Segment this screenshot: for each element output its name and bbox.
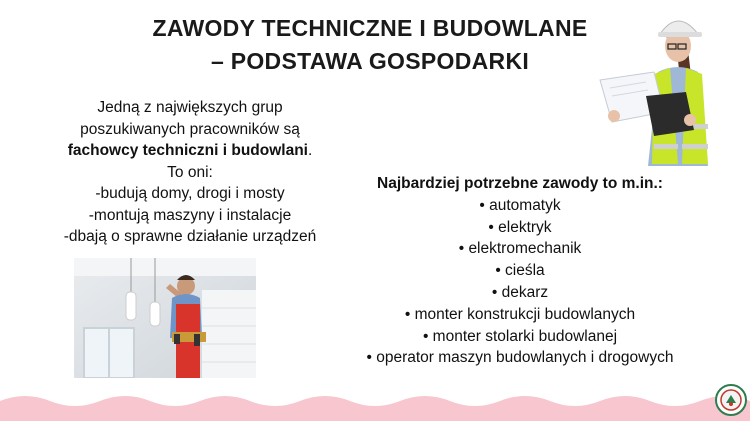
jobs-list-block [335,173,705,369]
intro-bold-phrase: fachowcy techniczni i budowlani [67,142,308,159]
page-title [120,12,620,78]
engineer-illustration [598,8,738,166]
intro-line-4: To oni: [167,163,213,181]
intro-line-1: Jedną z największych grup [97,99,283,116]
intro-line-2: poszukiwanych pracowników są [80,120,300,138]
list-item: • cieśla [335,260,705,282]
list-item: • operator maszyn budowlanych i drogowych [335,347,705,369]
list-item: • monter konstrukcji budowlanych [335,304,705,326]
jobs-list [335,195,705,369]
list-item: • automatyk [335,195,705,217]
intro-item: -montują maszyny i instalacje [88,206,292,224]
list-item: • elektryk [335,217,705,239]
title-line-2: – PODSTAWA GOSPODARKI [210,48,530,74]
intro-bold-suffix: . [307,142,313,159]
intro-item: -budują domy, drogi i mosty [95,185,285,202]
intro-item: -dbają o sprawne działanie urządzeń [63,228,317,245]
intro-line-3 [20,140,360,162]
electrician-photo [74,258,256,378]
list-item: • dekarz [335,282,705,304]
list-item: • monter stolarki budowlanej [335,326,705,348]
footer-wave [0,387,750,421]
school-emblem-icon [715,384,747,416]
jobs-heading: Najbardziej potrzebne zawody to m.in.: [377,175,663,192]
intro-text [20,97,360,248]
list-item: • elektromechanik [335,238,705,260]
title-line-1: ZAWODY TECHNICZNE I BUDOWLANE [152,15,588,41]
